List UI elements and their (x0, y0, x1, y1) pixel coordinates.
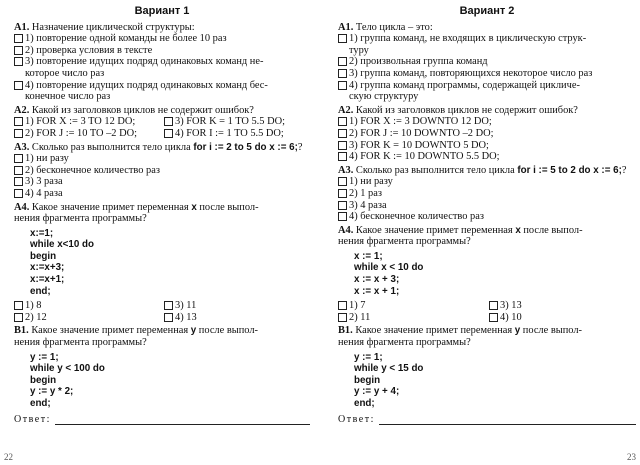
checkbox[interactable] (14, 166, 23, 175)
checkbox[interactable] (338, 129, 347, 138)
page-number-left: 22 (4, 452, 13, 463)
answer-option[interactable]: 2) FOR J := 10 TO –2 DO; (14, 128, 160, 140)
checkbox[interactable] (338, 117, 347, 126)
answer-option[interactable]: 1) ни разу (14, 153, 310, 165)
checkbox[interactable] (338, 141, 347, 150)
answer-label: Ответ: (338, 413, 375, 425)
code-block: x := 1; while x < 10 do x := x + 3; x := x + 1; (354, 250, 424, 297)
question-a3: А3. Сколько раз выполнится тело цикла for i := 2 to 5 do x := 6;? 1) ни разу 2) бесконечное количество раз 3) 3 раза 4) 4 раза (14, 142, 310, 200)
checkbox[interactable] (338, 57, 347, 66)
answer-option[interactable]: 3) повторение идущих подряд одинаковых команд не- которое число раз (14, 56, 310, 79)
answer-option[interactable]: 4) FOR I := 1 TO 5.5 DO; (164, 128, 310, 140)
answer-option[interactable]: 3) FOR K = 1 TO 5.5 DO; (164, 116, 310, 128)
variant-1-column (14, 6, 310, 425)
question-number: А1. (14, 21, 30, 33)
answer-option[interactable]: 4) FOR K := 10 DOWNTO 5.5 DO; (338, 151, 636, 163)
answer-option[interactable]: 1) 8 (14, 300, 160, 312)
inline-code: for i := 5 to 2 do x := 6; (517, 164, 622, 176)
page-number-right: 23 (627, 452, 636, 463)
answer-option[interactable]: 1) группа команд, не входящих в циклическую струк- туру (338, 33, 636, 56)
checkbox[interactable] (338, 152, 347, 161)
answer-option[interactable]: 3) 13 (489, 300, 636, 312)
checkbox[interactable] (338, 177, 347, 186)
code-block: x:=1; while x<10 do begin x:=x+3; x:=x+1; end; (30, 227, 94, 297)
checkbox[interactable] (14, 189, 23, 198)
options-grid (14, 116, 310, 139)
answer-option[interactable]: 1) FOR X := 3 DOWNTO 12 DO; (338, 116, 636, 128)
checkbox[interactable] (489, 313, 498, 322)
checkbox[interactable] (14, 154, 23, 163)
answer-option[interactable]: 3) 4 раза (338, 200, 636, 212)
question-text: Назначение циклической структуры: (29, 21, 195, 33)
answer-field[interactable] (338, 414, 636, 426)
answer-option[interactable]: 3) FOR K = 10 DOWNTO 5 DO; (338, 140, 636, 152)
answer-option[interactable]: 1) ни разу (338, 176, 636, 188)
checkbox[interactable] (164, 129, 173, 138)
answer-option[interactable]: 2) 11 (338, 312, 485, 324)
code-block: y := 1; while y < 15 do begin y := y + 4; end; (354, 351, 424, 409)
question-a4: А4. Какое значение примет переменная x после выпол- нения фрагмента программы? x := 1; while x < 10 do x := x + 3; x := x + 1; 1) 7 3) 13 2) 11 4) 10 (338, 225, 636, 324)
answer-line[interactable] (379, 416, 636, 425)
checkbox[interactable] (164, 117, 173, 126)
question-a3: А3. Сколько раз выполнится тело цикла for i := 5 to 2 do x := 6;? 1) ни разу 2) 1 раз 3) 4 раза 4) бесконечное количество раз (338, 165, 636, 223)
options-grid (338, 300, 636, 323)
answer-option[interactable]: 4) 13 (164, 312, 310, 324)
variant-title: Вариант 1 (134, 5, 190, 17)
answer-option[interactable]: 1) повторение одной команды не более 10 раз (14, 33, 310, 45)
checkbox[interactable] (338, 212, 347, 221)
checkbox[interactable] (14, 81, 23, 90)
checkbox[interactable] (164, 301, 173, 310)
question-a2: А2. Какой из заголовков циклов не содержит ошибок? 1) FOR X := 3 TO 12 DO; 3) FOR K = 1 TO 5.5 DO; 2) FOR J := 10 TO –2 DO; 4) FOR I := 1 TO 5.5 DO; (14, 105, 310, 140)
checkbox[interactable] (14, 313, 23, 322)
answer-option[interactable]: 2) FOR J := 10 DOWNTO –2 DO; (338, 128, 636, 140)
inline-code: for i := 2 to 5 do x := 6; (193, 141, 298, 153)
checkbox[interactable] (14, 57, 23, 66)
answer-option[interactable]: 4) 4 раза (14, 188, 310, 200)
question-a1 (14, 22, 310, 103)
checkbox[interactable] (338, 189, 347, 198)
question-a4: А4. Какое значение примет переменная x после выпол- нения фрагмента программы? x:=1; while x<10 do begin x:=x+3; x:=x+1; end; 1) 8 3) 11 2) 12 4) 13 (14, 202, 310, 324)
answer-option[interactable]: 4) 10 (489, 312, 636, 324)
answer-label: Ответ: (14, 413, 51, 425)
answer-option[interactable]: 1) FOR X := 3 TO 12 DO; (14, 116, 160, 128)
options-grid (14, 300, 310, 323)
answer-field[interactable] (14, 414, 310, 426)
answer-option[interactable]: 2) произвольная группа команд (338, 56, 636, 68)
checkbox[interactable] (14, 129, 23, 138)
checkbox[interactable] (338, 313, 347, 322)
checkbox[interactable] (14, 34, 23, 43)
checkbox[interactable] (164, 313, 173, 322)
code-block: y := 1; while y < 100 do begin y := y * 2; end; (30, 351, 105, 409)
question-a1: А1. Тело цикла – это: 1) группа команд, не входящих в циклическую струк- туру 2) произвольная группа команд 3) группа команд, повторяющихся некоторое число раз 4) группа команд программы, содержащей цикличе- скую структуру (338, 22, 636, 103)
checkbox[interactable] (338, 69, 347, 78)
answer-option[interactable]: 2) проверка условия в тексте (14, 45, 310, 57)
checkbox[interactable] (338, 201, 347, 210)
question-a2: А2. Какой из заголовков циклов не содержит ошибок? 1) FOR X := 3 DOWNTO 12 DO; 2) FOR J := 10 DOWNTO –2 DO; 3) FOR K = 10 DOWNTO 5 DO; 4) FOR K := 10 DOWNTO 5.5 DO; (338, 105, 636, 163)
checkbox[interactable] (489, 301, 498, 310)
answer-option[interactable]: 1) 7 (338, 300, 485, 312)
answer-option[interactable]: 4) повторение идущих подряд одинаковых команд бес- конечное число раз (14, 80, 310, 103)
answer-option[interactable]: 4) бесконечное количество раз (338, 211, 636, 223)
answer-option[interactable]: 3) группа команд, повторяющихся некоторое число раз (338, 68, 636, 80)
answer-option[interactable]: 4) группа команд программы, содержащей цикличе- скую структуру (338, 80, 636, 103)
checkbox[interactable] (14, 117, 23, 126)
checkbox[interactable] (338, 81, 347, 90)
answer-option[interactable]: 2) 12 (14, 312, 160, 324)
answer-option[interactable]: 3) 11 (164, 300, 310, 312)
question-b1: В1. Какое значение примет переменная у после выпол- нения фрагмента программы? y := 1; while y < 100 do begin y := y * 2; end; Ответ: (14, 325, 310, 425)
answer-option[interactable]: 3) 3 раза (14, 176, 310, 188)
answer-option[interactable]: 2) бесконечное количество раз (14, 165, 310, 177)
variant-title: Вариант 2 (459, 5, 515, 17)
checkbox[interactable] (338, 301, 347, 310)
question-b1: В1. Какое значение примет переменная у после выпол- нения фрагмента программы? y := 1; while y < 15 do begin y := y + 4; end; Ответ: (338, 325, 636, 425)
variant-2-column (338, 6, 636, 425)
checkbox[interactable] (14, 177, 23, 186)
checkbox[interactable] (14, 301, 23, 310)
answer-option[interactable]: 2) 1 раз (338, 188, 636, 200)
checkbox[interactable] (338, 34, 347, 43)
answer-line[interactable] (55, 416, 310, 425)
checkbox[interactable] (14, 46, 23, 55)
